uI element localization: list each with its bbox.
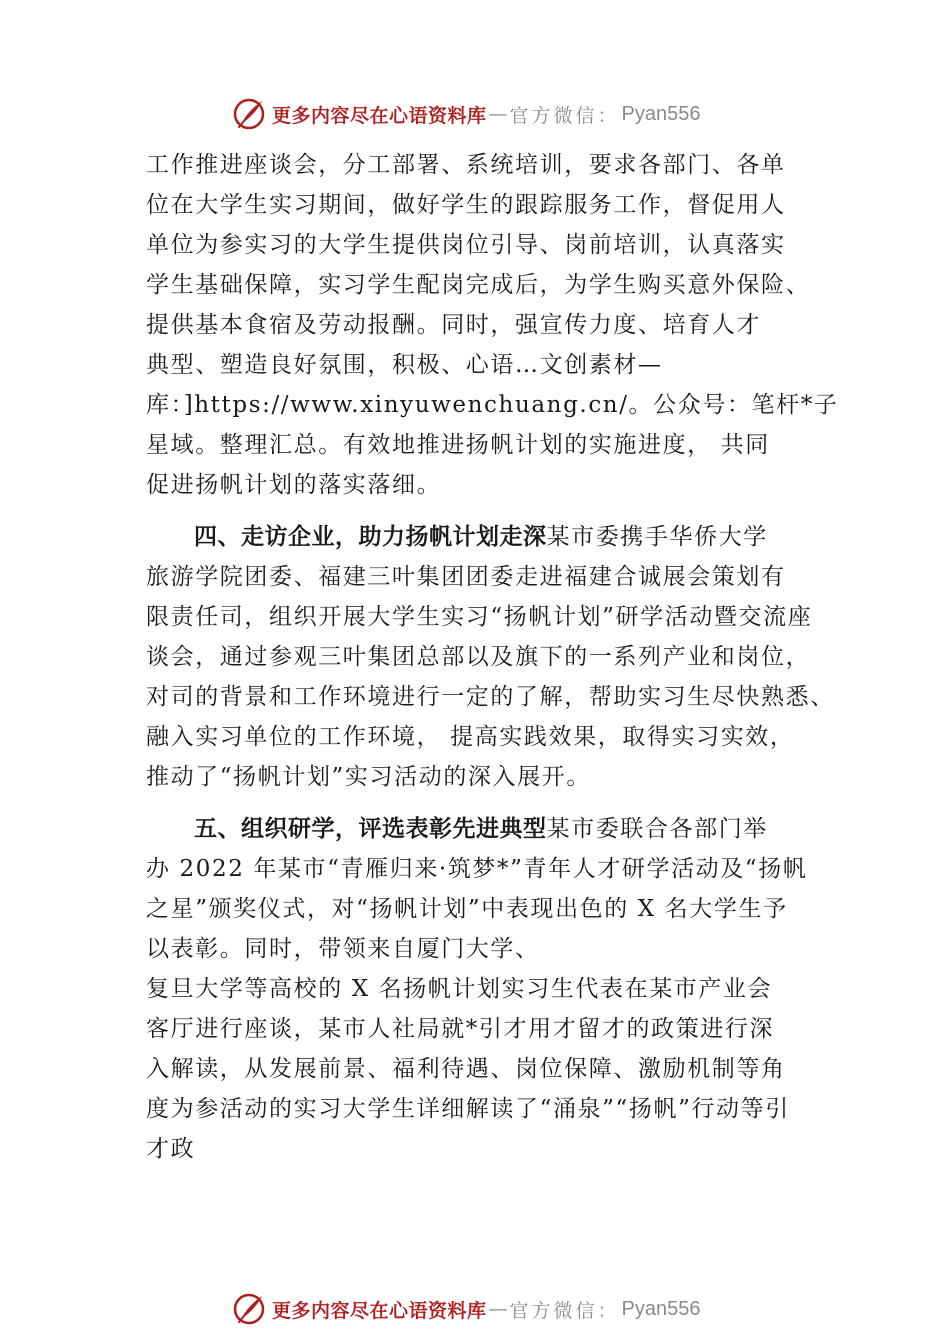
paragraph-3 — [146, 809, 826, 1169]
quill-logo-icon — [232, 97, 266, 131]
section-heading: 五、组织研学，评选表彰先进典型 — [194, 816, 547, 842]
text-line: 度为参活动的实习大学生详细解读了“涌泉”“扬帆”行动等引 — [146, 1096, 790, 1122]
text-line: 客厅进行座谈，某市人社局就*引才用才留才的政策进行深 — [146, 1016, 775, 1042]
watermark-dash: — — [488, 103, 508, 125]
text-line: 复旦大学等高校的 X 名扬帆计划实习生代表在某市产业会 — [146, 976, 773, 1002]
text-line: 融入实习单位的工作环境， 提高实践效果，取得实习实效， — [146, 724, 795, 750]
watermark-footer — [232, 1292, 701, 1326]
section-heading: 四、走访企业，助力扬帆计划走深 — [194, 524, 547, 550]
text-line: 推动了“扬帆计划”实习活动的深入展开。 — [146, 764, 591, 790]
text-line: 对司的背景和工作环境进行一定的了解，帮助实习生尽快熟悉、 — [146, 684, 835, 710]
watermark-site-text: 更多内容尽在心语资料库 — [272, 1299, 487, 1322]
text-line: 办 2022 年某市“青雁归来·筑梦*”青年人才研学活动及“扬帆 — [146, 856, 808, 882]
text-line — [146, 809, 826, 849]
text-line: 典型、塑造良好氛围，积极、心语…文创素材— — [146, 352, 663, 378]
text-line: 谈会，通过参观三叶集团总部以及旗下的一系列产业和岗位， — [146, 644, 811, 670]
paragraph-2 — [146, 517, 835, 797]
watermark-wechat-id: Pyan556 — [621, 102, 701, 125]
text-line: 入解读，从发展前景、福利待遇、岗位保障、激励机制等角 — [146, 1056, 786, 1082]
paragraph-1 — [146, 145, 839, 505]
text-line: 促进扬帆计划的落实落细。 — [146, 472, 442, 498]
text-line: 学生基础保障，实习学生配岗完成后，为学生购买意外保险、 — [146, 272, 811, 298]
text-line: 旅游学院团委、福建三叶集团团委走进福建合诚展会策划有 — [146, 564, 786, 590]
watermark-site-text: 更多内容尽在心语资料库 — [272, 104, 487, 127]
watermark-dash: — — [488, 1298, 508, 1320]
text-line: 星域。整理汇总。有效地推进扬帆计划的实施进度， 共同 — [146, 432, 770, 458]
text-line: 以表彰。同时，带领来自厦门大学、 — [146, 936, 540, 962]
text-line: 工作推进座谈会，分工部署、系统培训，要求各部门、各单 — [146, 152, 786, 178]
watermark-label: 官方微信： — [509, 1299, 620, 1322]
text-line: 限责任司，组织开展大学生实习“扬帆计划”研学活动暨交流座 — [146, 604, 813, 630]
text-line: 单位为参实习的大学生提供岗位引导、岗前培训，认真落实 — [146, 232, 786, 258]
text-line — [146, 517, 826, 557]
document-body — [146, 145, 839, 1169]
watermark-wechat-id: Pyan556 — [621, 1297, 701, 1320]
watermark-label: 官方微信： — [509, 104, 620, 127]
text-line: 库：]https://www.xinyuwenchuang.cn/。公众号：笔杆*子 — [146, 392, 839, 418]
text-line: 提供基本食宿及劳动报酬。同时，强宣传力度、培育人才 — [146, 312, 761, 338]
quill-logo-icon — [232, 1292, 266, 1326]
text-run: 某市委联合各部门举 — [546, 816, 768, 842]
text-line: 位在大学生实习期间，做好学生的跟踪服务工作，督促用人 — [146, 192, 786, 218]
text-line: 才政 — [146, 1136, 196, 1162]
text-line: 之星”颁奖仪式，对“扬帆计划”中表现出色的 X 名大学生予 — [146, 896, 788, 922]
watermark-header — [232, 97, 701, 131]
text-run: 某市委携手华侨大学 — [546, 524, 768, 550]
